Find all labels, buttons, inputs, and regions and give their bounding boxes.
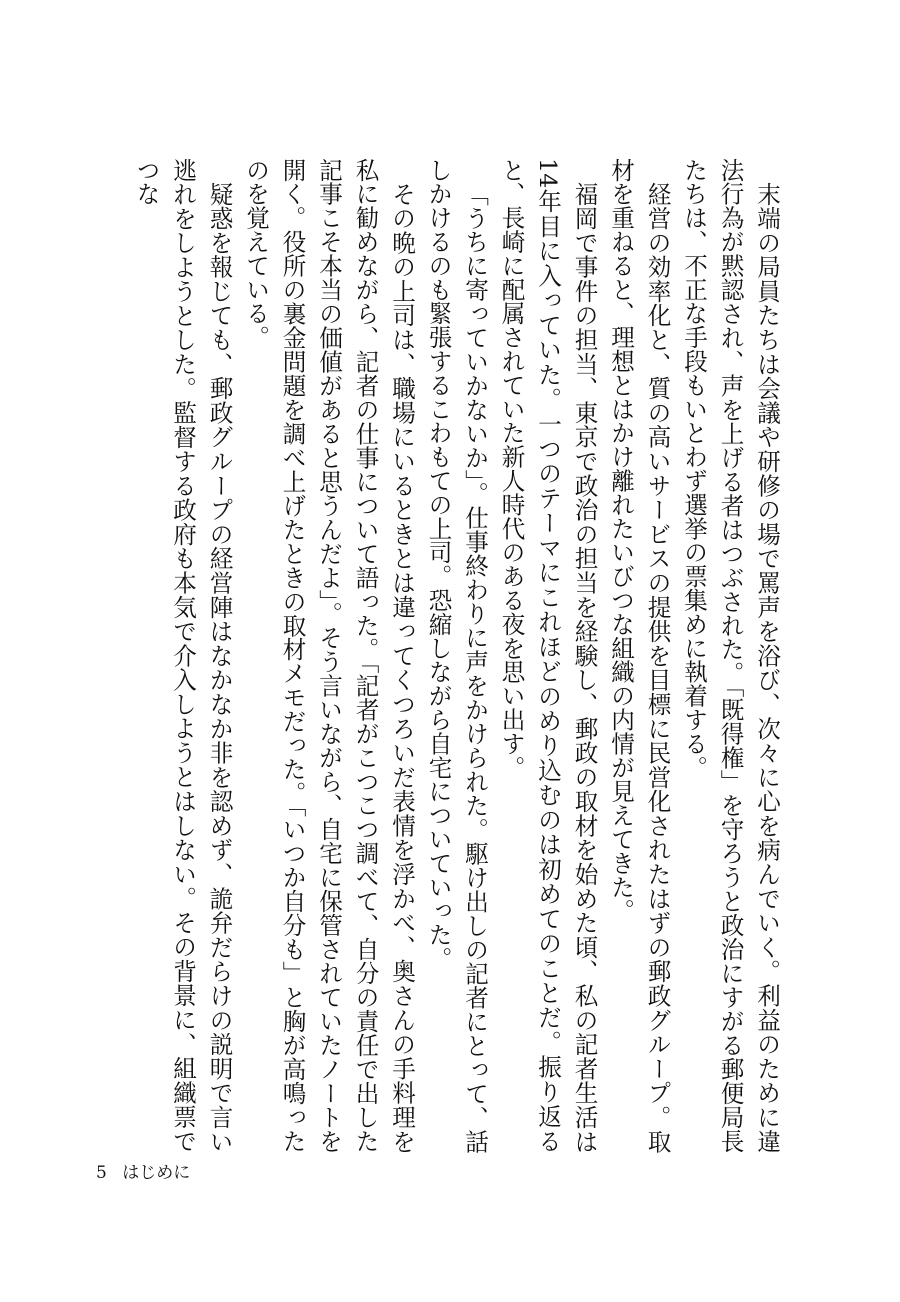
paragraph-3: 福岡で事件の担当、東京で政治の担当を経験し、郵政の取材を始めた頃、私の記者生活は14年目に入っていた。一つのテーマにこれほどのめり込むのは初めてのことだ。振り返ると、長崎に配属されていた新人時代のある夜を思い出す。 bbox=[497, 158, 599, 1153]
page-number: 5 bbox=[96, 1163, 107, 1183]
page-footer bbox=[96, 1158, 190, 1183]
paragraph-6: 疑惑を報じても、郵政グループの経営陣はなかなか非を認めず、詭弁だらけの説明で言い逃れをしようとした。監督する政府も本気で介入しようとはしない。その背景に、組織票でつな bbox=[132, 158, 234, 1153]
section-title: はじめに bbox=[122, 1163, 191, 1183]
paragraph-2: 経営の効率化と、質の高いサービスの提供を目標に民営化されたはずの郵政グループ。取材を重ねると、理想とはかけ離れたいびつな組織の内情が見えてきた。 bbox=[607, 158, 672, 1153]
paragraph-1: 末端の局員たちは会議や研修の場で罵声を浴び、次々に心を病んでいく。利益のために違法行為が黙認され、声を上げる者はつぶされた。「既得権」を守ろうと政治にすがる郵便局長たちは、不正な手段もいとわず選挙の票集めに執着する。 bbox=[680, 158, 781, 1153]
paragraph-5: その晩の上司は、職場にいるときとは違ってくつろいだ表情を浮かべ、奥さんの手料理を私に勧めながら、記者の仕事について語った。「記者がこつこつ調べて、自分の責任で出した記事こそ本当の価値があると思うんだよ」。そう言いながら、自宅に保管されていたノートを開く。役所の裏金問題を調べ上げたときの取材メモだった。「いつか自分も」と胸が高鳴ったのを覚えている。 bbox=[242, 158, 416, 1153]
paragraph-4: 「うちに寄っていかないか」。仕事終わりに声をかけられた。駆け出しの記者にとって、話しかけるのも緊張するこわもての上司。恐縮しながら自宅についていった。 bbox=[424, 158, 489, 1153]
vertical-body-text bbox=[128, 158, 785, 1153]
